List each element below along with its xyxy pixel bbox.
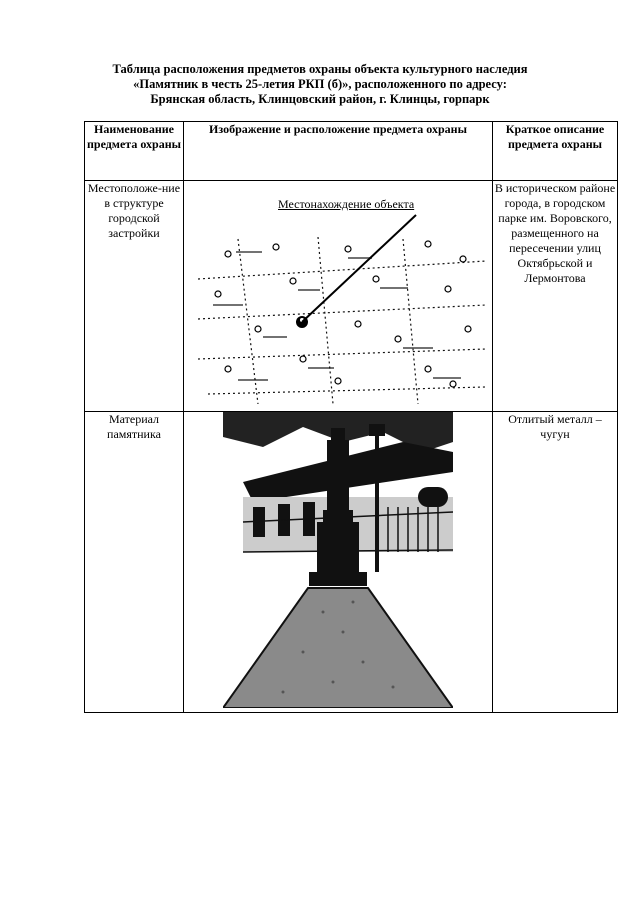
table-row [85, 181, 618, 412]
title-line-3: Брянская область, Клинцовский район, г. Клинцы, горпарк [150, 92, 490, 106]
title-line-2: «Памятник в честь 25-летия РКП (б)», расположенного по адресу: [133, 77, 507, 91]
table-header-row [85, 122, 618, 181]
row1-image-cell [184, 181, 493, 412]
header-name: Наименование предмета охраны [85, 122, 184, 181]
header-description: Краткое описание предмета охраны [493, 122, 618, 181]
row2-name: Материал памятника [85, 412, 184, 713]
protection-items-table [84, 121, 618, 713]
row1-description: В историческом районе города, в городском парке им. Воровского, размещенного на пересечении улиц Октябрьской и Лермонтова [493, 181, 618, 412]
row2-description: Отлитый металл – чугун [493, 412, 618, 713]
row1-name: Местоположе-ние в структуре городской застройки [85, 181, 184, 412]
table-row [85, 412, 618, 713]
photo-image [223, 412, 453, 708]
map-image [198, 209, 486, 404]
location-map [198, 197, 486, 404]
header-image: Изображение и расположение предмета охраны [184, 122, 493, 181]
document-title [0, 62, 640, 107]
map-caption: Местонахождение объекта [278, 197, 415, 211]
monument-photo [223, 412, 453, 708]
title-line-1: Таблица расположения предметов охраны объекта культурного наследия [112, 62, 528, 76]
row2-image-cell [184, 412, 493, 713]
